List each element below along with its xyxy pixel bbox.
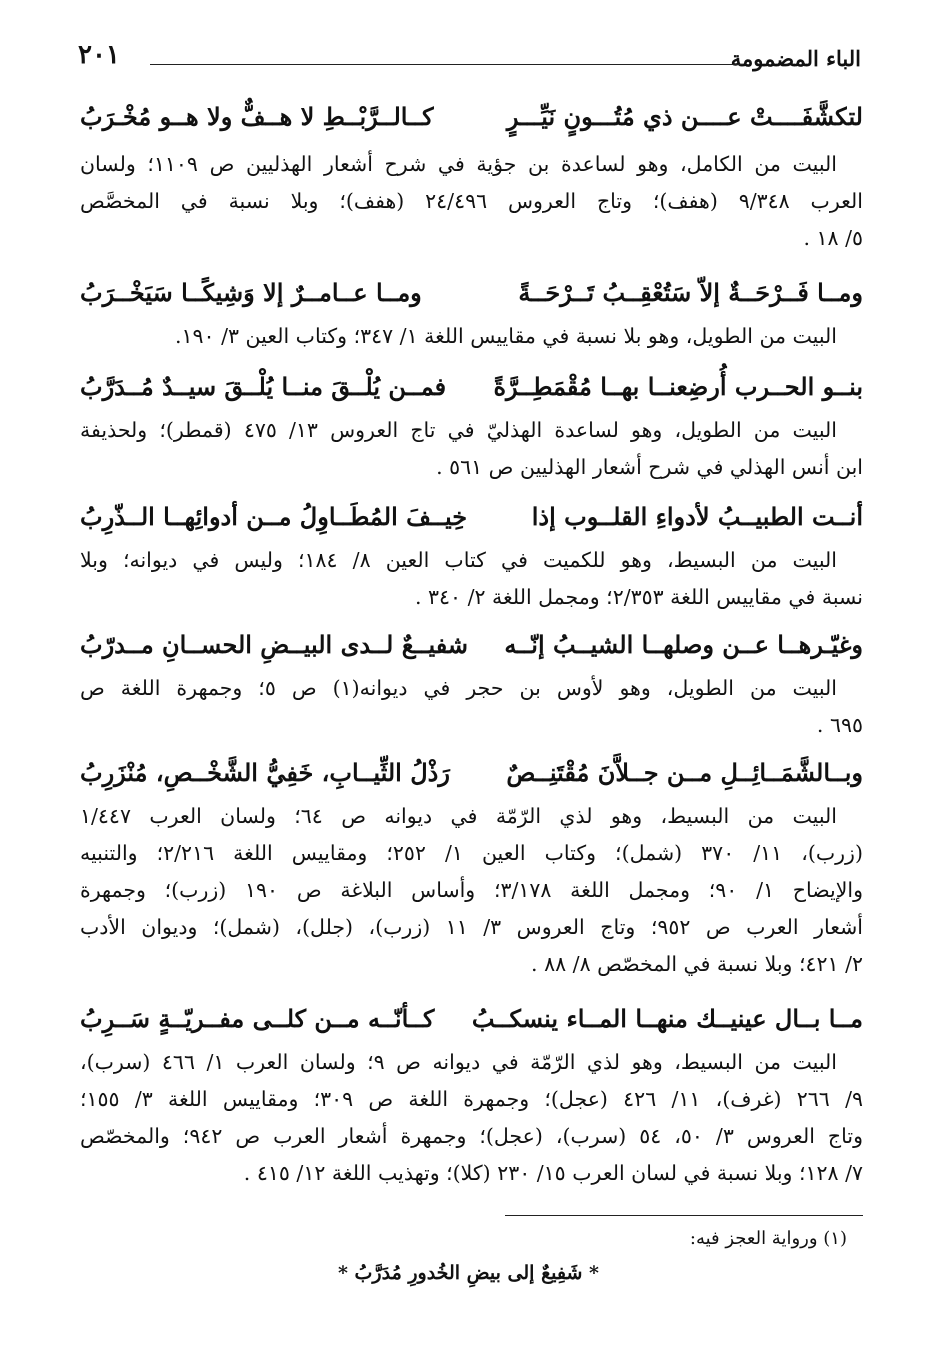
- note-line: ٧/ ١٢٨؛ وبلا نسبة في لسان العرب ١٥/ ٢٣٠ (كلا)؛ وتهذيب اللغة ١٢/ ٤١٥ .: [243, 1161, 863, 1185]
- note-line: البيت من الكامل، وهو لساعدة بن جؤية في شرح أشعار الهذليين ص ١١٠٩؛ ولسان: [80, 152, 837, 176]
- verse-second-hemistich: شفيــعٌ لــدى البيــضِ الحســانِ مــدرّبُ: [80, 630, 469, 659]
- footnote-quote: * شَفِيعٌ إلى بيضِ الخُدورِ مُدَرَّبُ *: [337, 1262, 599, 1284]
- page-number: ٢٠١: [78, 40, 120, 70]
- verse-second-hemistich: فمــن يُلْــقَ منــا يُلْــقَ سيــدٌ مُــدَرَّبُ: [80, 372, 447, 401]
- verse-second-hemistich: كــالــرَّبْــطِ لا هــفٌّ ولا هــو مُخْـرَبُ: [80, 102, 434, 131]
- citation-note: [80, 670, 863, 744]
- note-line: أشعار العرب ص ٩٥٢؛ وتاج العروس ٣/ ١١ (زرب)، (جلل)، (شمل)؛ وديوان الأدب: [80, 915, 864, 939]
- note-line: وتاج العروس ٣/ ٥٠، ٥٤ (سرب)، (عجل)؛ وجمهرة أشعار العرب ص ٩٤٢؛ والمخصّص: [80, 1124, 863, 1148]
- verse-first-hemistich: وبــالشَّمَــائِــلِ مــن جــلاَّنَ مُقْتَنِــصٌ: [506, 758, 863, 787]
- verse-line: [80, 496, 863, 540]
- citation-note: [80, 318, 863, 355]
- citation-note: [80, 146, 863, 257]
- verse-first-hemistich: ومــا فَــرْحَــةٌ إلاّ سَتُعْقِــبُ تَــرْحَــةً: [518, 278, 863, 307]
- note-line: البيت من البسيط، وهو لذي الرّمّة في ديوانه ص ٦٤؛ ولسان العرب ١/٤٤٧: [80, 804, 837, 828]
- note-line: البيت من البسيط، وهو لذي الرّمّة في ديوانه ص ٩؛ ولسان العرب ١/ ٤٦٦ (سرب)،: [80, 1050, 837, 1074]
- footnote-rule: [505, 1215, 863, 1216]
- footnote-text: (١) ورواية العجز فيه:: [689, 1228, 847, 1249]
- verse-second-hemistich: رَذْلُ الثِّيــابِ، خَفِيُّ الشَّخْــصِ، مُنْزَرِبُ: [80, 758, 450, 787]
- verse-first-hemistich: أنــت الطبيــبُ لأدواءِ القلــوب إذا: [531, 502, 863, 531]
- verse-line: [80, 366, 863, 410]
- citation-note: [80, 798, 863, 983]
- note-line: البيت من الطويل، وهو لأوس بن حجر في ديوانه(١) ص ٥؛ وجمهرة اللغة ص: [80, 676, 837, 700]
- note-line: ٢/ ٤٢١؛ وبلا نسبة في المخصّص ٨/ ٨٨ .: [531, 952, 863, 976]
- verse-line: [80, 272, 863, 316]
- note-line: ابن أنس الهذلي في شرح أشعار الهذليين ص ٥٦١ .: [436, 455, 863, 479]
- note-line: البيت من الطويل، وهو لساعدة الهذليّ في تاج العروس ١٣/ ٤٧٥ (قمطر)؛ ولحذيفة: [80, 418, 837, 442]
- note-line: ٦٩٥ .: [816, 713, 863, 737]
- verse-first-hemistich: بنــو الحــرب أُرضِعنــا بهــا مُقْمَطِــرَّةً: [493, 372, 863, 401]
- note-line: العرب ٩/٣٤٨ (هفف)؛ وتاج العروس ٢٤/٤٩٦ (هفف)؛ وبلا نسبة في المخصَّص: [80, 189, 863, 213]
- verse-second-hemistich: خِيــفَ المُطَــاوِلُ مــن أدوائِهــا الــذّرِبُ: [80, 502, 468, 531]
- verse-second-hemistich: ومــا عــامــرٌ إلا وَشِيكًــا سَيَخْــرَبُ: [80, 278, 422, 307]
- verse-first-hemistich: مــا بــال عينيــك منهــا المــاء ينسكــبُ: [471, 1004, 863, 1033]
- note-line: البيت من البسيط، وهو للكميت في كتاب العين ٨/ ١٨٤؛ وليس في ديوانه؛ وبلا: [80, 548, 837, 572]
- header-rule: [150, 64, 743, 65]
- verse-line: [80, 998, 863, 1042]
- note-line: والإيضاح ١/ ٩٠؛ ومجمل اللغة ٣/١٧٨؛ وأساس البلاغة ص ١٩٠ (زرب)؛ وجمهرة: [80, 878, 863, 902]
- page-header: [78, 40, 861, 80]
- note-line: (زرب)، ١١/ ٣٧٠ (شمل)؛ وكتاب العين ١/ ٢٥٢؛ ومقاييس اللغة ٢/٢١٦؛ والتنبيه: [80, 841, 863, 865]
- citation-note: [80, 542, 863, 616]
- note-line: ٥/ ١٨ .: [803, 226, 863, 250]
- note-line: ٩/ ٢٦٦ (غرف)، ١١/ ٤٢٦ (عجل)؛ وجمهرة اللغة ص ٣٠٩؛ ومقاييس اللغة ٣/ ١٥٥؛: [80, 1087, 863, 1111]
- verse-first-hemistich: وغيّـرهــا عــن وصلهــا الشيــبُ إنّــه: [504, 630, 863, 659]
- verse-second-hemistich: كــأنّــه مــن كلــى مفــريّــةٍ سَــرِبُ: [80, 1004, 435, 1033]
- verse-first-hemistich: لتكشَّفَــــتْ عــــن ذي مُتُـــونٍ نَيِّـــرٍ: [506, 102, 863, 131]
- verse-line: [80, 96, 863, 140]
- note-line: نسبة في مقاييس اللغة ٢/٣٥٣؛ ومجمل اللغة ٢/ ٣٤٠ .: [414, 585, 863, 609]
- citation-note: [80, 1044, 863, 1192]
- citation-note: [80, 412, 863, 486]
- verse-line: [80, 624, 863, 668]
- note-line: البيت من الطويل، وهو بلا نسبة في مقاييس اللغة ١/ ٣٤٧؛ وكتاب العين ٣/ ١٩٠.: [174, 324, 837, 348]
- running-title: الباء المضمومة: [730, 46, 861, 71]
- verse-line: [80, 752, 863, 796]
